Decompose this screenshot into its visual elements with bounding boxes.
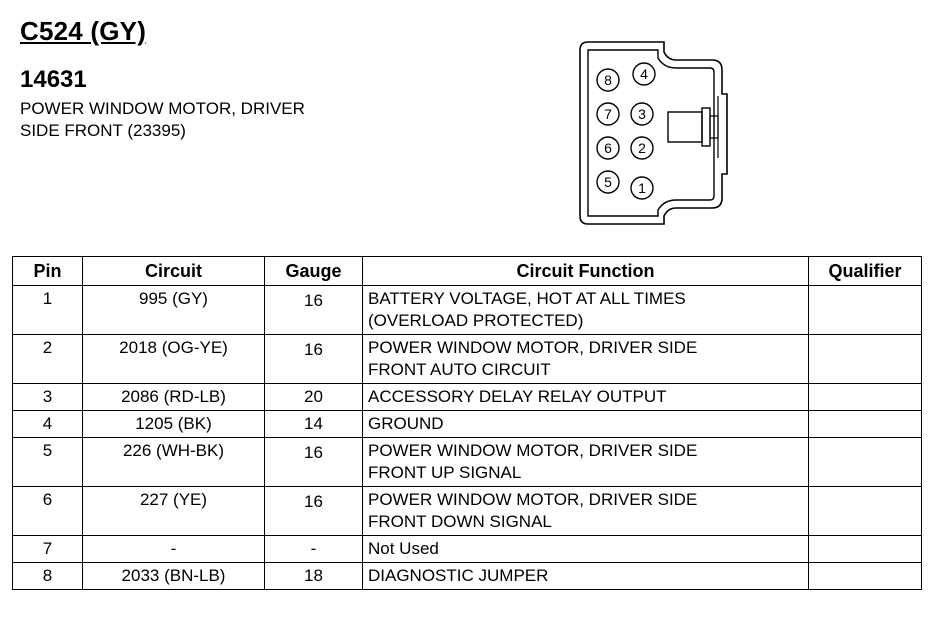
cell-gauge: 14 xyxy=(265,411,363,438)
function-line-2: FRONT UP SIGNAL xyxy=(368,463,522,482)
cell-function: ACCESSORY DELAY RELAY OUTPUT xyxy=(363,384,809,411)
pin-5-label: 5 xyxy=(604,174,612,190)
cell-function xyxy=(363,438,809,487)
table-row xyxy=(13,384,922,411)
pin-1-circle xyxy=(631,177,653,199)
cell-qualifier xyxy=(809,411,922,438)
function-line-2: FRONT AUTO CIRCUIT xyxy=(368,360,551,379)
cell-function xyxy=(363,487,809,536)
cell-circuit: 995 (GY) xyxy=(83,286,265,335)
table-row xyxy=(13,487,922,536)
cell-function xyxy=(363,335,809,384)
function-line-1: BATTERY VOLTAGE, HOT AT ALL TIMES xyxy=(368,289,686,308)
cell-gauge: 16 xyxy=(265,335,363,384)
cell-function: GROUND xyxy=(363,411,809,438)
function-line-1: POWER WINDOW MOTOR, DRIVER SIDE xyxy=(368,490,698,509)
cell-pin: 8 xyxy=(13,563,83,590)
pin-1-label: 1 xyxy=(638,180,646,196)
function-line-2: (OVERLOAD PROTECTED) xyxy=(368,311,584,330)
cell-circuit: - xyxy=(83,536,265,563)
pin-5-circle xyxy=(597,171,619,193)
cell-gauge: 20 xyxy=(265,384,363,411)
cell-circuit: 227 (YE) xyxy=(83,487,265,536)
pin-7-label: 7 xyxy=(604,106,612,122)
function-line-1: POWER WINDOW MOTOR, DRIVER SIDE xyxy=(368,338,698,357)
header-pin: Pin xyxy=(13,257,83,286)
cell-gauge: 16 xyxy=(265,487,363,536)
cell-qualifier xyxy=(809,438,922,487)
cell-pin: 4 xyxy=(13,411,83,438)
description-line-2: SIDE FRONT (23395) xyxy=(20,121,186,140)
table-row xyxy=(13,286,922,335)
connector-title: C524 (GY) xyxy=(20,16,147,46)
cell-qualifier xyxy=(809,487,922,536)
cell-pin: 7 xyxy=(13,536,83,563)
cell-qualifier xyxy=(809,563,922,590)
connector-face-diagram xyxy=(572,38,737,228)
cell-gauge: 16 xyxy=(265,438,363,487)
cell-pin: 3 xyxy=(13,384,83,411)
pin-3-circle xyxy=(631,103,653,125)
table-row xyxy=(13,335,922,384)
cell-gauge: 18 xyxy=(265,563,363,590)
cell-function: Not Used xyxy=(363,536,809,563)
cell-qualifier xyxy=(809,335,922,384)
cell-gauge: 16 xyxy=(265,286,363,335)
component-description xyxy=(20,98,380,142)
cell-function xyxy=(363,286,809,335)
cell-qualifier xyxy=(809,286,922,335)
header-circuit: Circuit xyxy=(83,257,265,286)
table-row xyxy=(13,563,922,590)
pin-8-circle xyxy=(597,69,619,91)
pinout-table xyxy=(12,256,922,590)
cell-circuit: 2033 (BN-LB) xyxy=(83,563,265,590)
pin-2-circle xyxy=(631,137,653,159)
pin-4-label: 4 xyxy=(640,66,648,82)
pin-4-circle xyxy=(633,63,655,85)
cell-pin: 6 xyxy=(13,487,83,536)
cell-qualifier xyxy=(809,384,922,411)
pin-7-circle xyxy=(597,103,619,125)
cell-pin: 5 xyxy=(13,438,83,487)
pin-8-label: 8 xyxy=(604,72,612,88)
cell-circuit: 226 (WH-BK) xyxy=(83,438,265,487)
cell-circuit: 2086 (RD-LB) xyxy=(83,384,265,411)
description-line-1: POWER WINDOW MOTOR, DRIVER xyxy=(20,99,305,118)
pin-6-label: 6 xyxy=(604,140,612,156)
table-row xyxy=(13,536,922,563)
cell-qualifier xyxy=(809,536,922,563)
cell-circuit: 2018 (OG-YE) xyxy=(83,335,265,384)
cell-pin: 1 xyxy=(13,286,83,335)
cell-function: DIAGNOSTIC JUMPER xyxy=(363,563,809,590)
cell-gauge: - xyxy=(265,536,363,563)
pin-3-label: 3 xyxy=(638,106,646,122)
header-gauge: Gauge xyxy=(265,257,363,286)
pin-2-label: 2 xyxy=(638,140,646,156)
header-circuit-function: Circuit Function xyxy=(363,257,809,286)
function-line-1: POWER WINDOW MOTOR, DRIVER SIDE xyxy=(368,441,698,460)
header-qualifier: Qualifier xyxy=(809,257,922,286)
cell-circuit: 1205 (BK) xyxy=(83,411,265,438)
cell-pin: 2 xyxy=(13,335,83,384)
table-row xyxy=(13,438,922,487)
part-number: 14631 xyxy=(20,66,87,93)
table-header-row xyxy=(13,257,922,286)
table-row xyxy=(13,411,922,438)
pin-6-circle xyxy=(597,137,619,159)
function-line-2: FRONT DOWN SIGNAL xyxy=(368,512,552,531)
